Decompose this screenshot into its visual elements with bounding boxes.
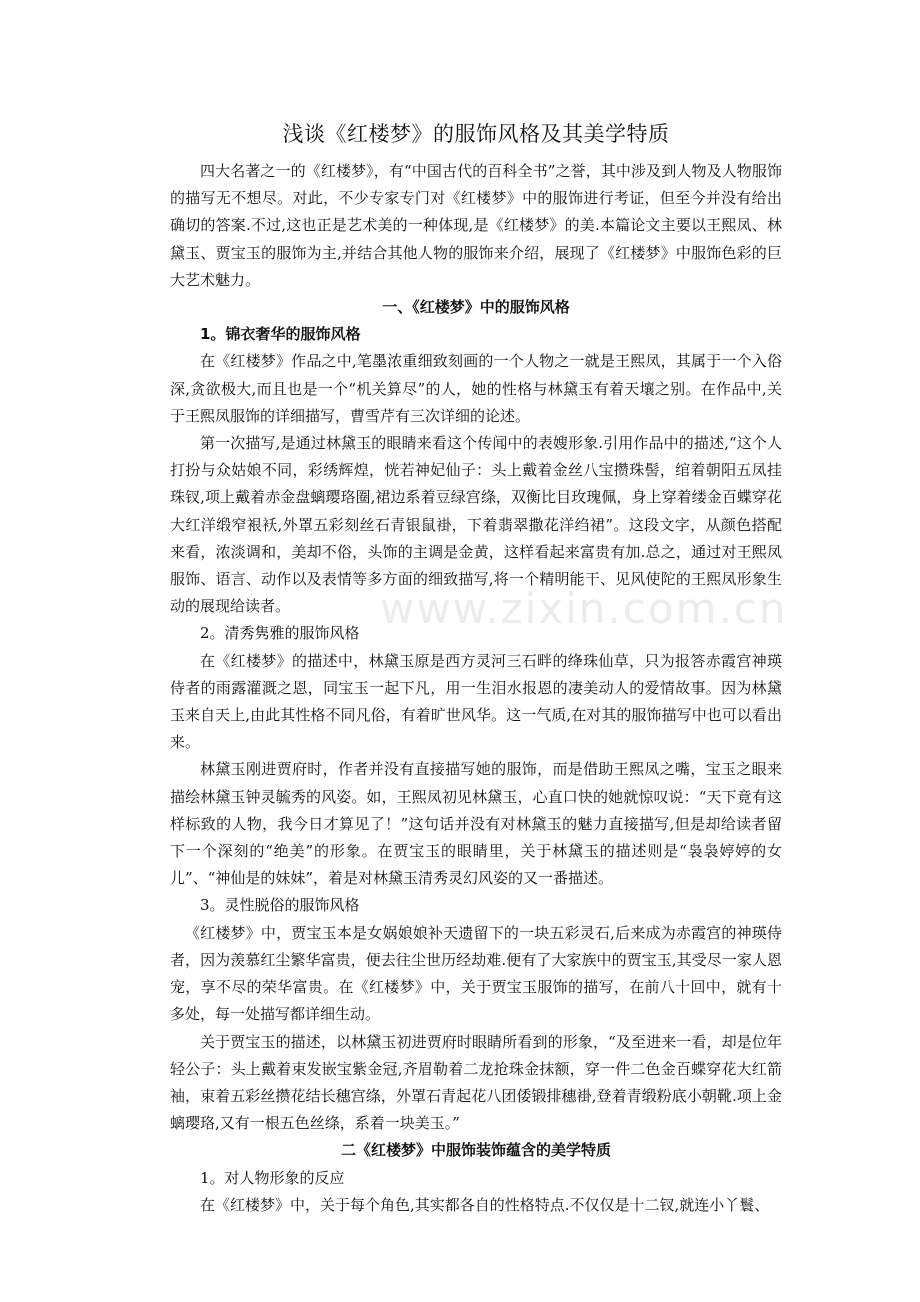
- paragraph: 第一次描写,是通过林黛玉的眼睛来看这个传闻中的表嫂形象.引用作品中的描述,“这个人打扮与众姑娘不同，彩绣辉煌，恍若神妃仙子：头上戴着金丝八宝攒珠髻，绾着朝阳五凤挂珠钗,项上戴着赤金盘螭璎珞圈,裙边系着豆绿宫绦，双衡比目玫瑰佩，身上穿着缕金百蝶穿花大红洋缎窄裉袄,外罩五彩刻丝石青银鼠褂，下着翡翠撒花洋绉裙”。这段文字，从颜色搭配来看，浓淡调和，美却不俗，头饰的主调是金黄，这样看起来富贵有加.总之，通过对王熙凤服饰、语言、动作以及表情等多方面的细致描写,将一个精明能干、见风使陀的王熙凤形象生动的展现给读者。: [170, 434, 782, 616]
- paragraph: 关于贾宝玉的描述，以林黛玉初进贾府时眼睛所看到的形象，“及至进来一看，却是位年轻公子：头上戴着束发嵌宝紫金冠,齐眉勒着二龙抢珠金抹额，穿一件二色金百蝶穿花大红箭袖，束着五彩丝攒花结长穗宫绦，外罩石青起花八团倭锻排穗褂,登着青缎粉底小朝靴.项上金螭璎珞,又有一根五色丝绦，系着一块美玉。”: [170, 1032, 782, 1133]
- paragraph: 林黛玉刚进贾府时，作者并没有直接描写她的服饰，而是借助王熙凤之嘴，宝玉之眼来描绘林黛玉钟灵毓秀的风姿。如，王熙凤初见林黛玉，心直口快的她就惊叹说：“天下竟有这样标致的人物，我今日才算见了！”这句话并没有对林黛玉的魅力直接描写,但是却给读者留下一个深刻的“绝美”的形象。在贾宝玉的眼睛里，关于林黛玉的描述则是“袅袅婷婷的女儿”、“神仙是的妹妹”，着是对林黛玉清秀灵幻风姿的又一番描述。: [170, 760, 782, 888]
- paragraph: 在《红楼梦》中，关于每个角色,其实都各自的性格特点.不仅仅是十二钗,就连小丫鬟、: [200, 1195, 770, 1214]
- subsection-1-2-heading: 2。清秀隽雅的服饰风格: [200, 624, 360, 643]
- document-body: [170, 118, 782, 1219]
- paragraph: 在《红楼梦》作品之中,笔墨浓重细致刻画的一个人物之一就是王熙凤，其属于一个入俗深,贪欲极大,而且也是一个“机关算尽”的人，她的性格与林黛玉有着天壤之别。在作品中,关于王熙凤服饰的详细描写，曹雪芹有三次详细的论述。: [170, 352, 782, 425]
- subsection-1-1-heading: 1。锦衣奢华的服饰风格: [200, 325, 361, 344]
- document-title: 浅谈《红楼梦》的服饰风格及其美学特质: [282, 122, 670, 146]
- subsection-1-3-heading: 3。灵性脱俗的服饰风格: [200, 896, 360, 915]
- watermark: www.zixin.com.cn: [380, 584, 788, 633]
- section-1-heading: 一、《红楼梦》中的服饰风格: [382, 298, 570, 317]
- paragraph: 《红楼梦》中，贾宝玉本是女娲娘娘补天遗留下的一块五彩灵石,后来成为赤霞宫的神瑛侍者，因为羡慕红尘繁华富贵，便去往尘世历经劫难.便有了大家族中的贾宝玉,其受尽一家人恩宠，享不尽的荣华富贵。在《红楼梦》中，关于贾宝玉服饰的描写，在前八十回中，就有十多处，每一处描写都详细生动。: [170, 923, 782, 1024]
- section-2-heading: 二《红楼梦》中服饰装饰蕴含的美学特质: [340, 1141, 611, 1160]
- intro-paragraph: 四大名著之一的《红楼梦》，有“中国古代的百科全书”之誉，其中涉及到人物及人物服饰的描写无不想尽。对此，不少专家专门对《红楼梦》中的服饰进行考证，但至今并没有给出确切的答案.不过,这也正是艺术美的一种体现,是《红楼梦》的美.本篇论文主要以王熙凤、林黛玉、贾宝玉的服饰为主,并结合其他人物的服饰来介绍，展现了《红楼梦》中服饰色彩的巨大艺术魅力。: [170, 162, 782, 289]
- subsection-2-1-heading: 1。对人物形象的反应: [200, 1168, 345, 1187]
- paragraph: 在《红楼梦》的描述中，林黛玉原是西方灵河三石畔的绛珠仙草，只为报答赤霞宫神瑛侍者的雨露灌溉之恩，同宝玉一起下凡，用一生泪水报恩的凄美动人的爱情故事。因为林黛玉来自天上,由此其性格不同凡俗，有着旷世风华。这一气质,在对其的服饰描写中也可以看出来。: [170, 651, 782, 752]
